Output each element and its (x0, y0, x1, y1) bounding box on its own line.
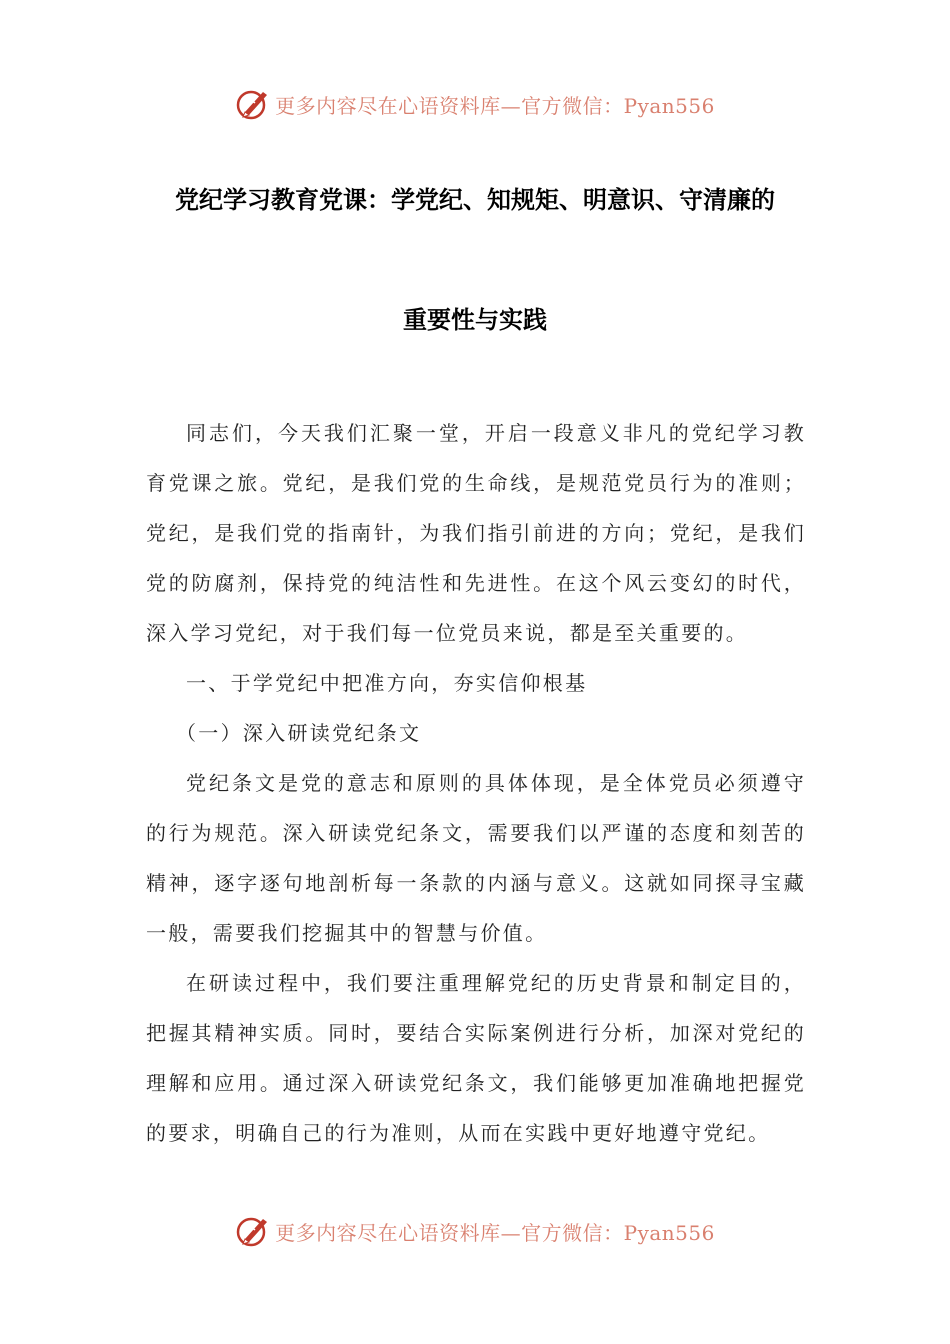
pen-logo-icon (235, 86, 271, 122)
body-paragraph: 党纪条文是党的意志和原则的具体体现，是全体党员必须遵守的行为规范。深入研读党纪条文，需要我们以严谨的态度和刻苦的精神，逐字逐句地剖析每一条款的内涵与意义。这就如同探寻宝藏一般，需要我们挖掘其中的智慧与价值。 (146, 771, 806, 945)
subsection-heading: （一）深入研读党纪条文 (176, 721, 422, 745)
watermark-text: 更多内容尽在心语资料库—官方微信：Pyan556 (275, 93, 715, 118)
watermark-footer (0, 1209, 950, 1253)
body-paragraph: 同志们，今天我们汇聚一堂，开启一段意义非凡的党纪学习教育党课之旅。党纪，是我们党的生命线，是规范党员行为的准则；党纪，是我们党的指南针，为我们指引前进的方向；党纪，是我们党的防腐剂，保持党的纯洁性和先进性。在这个风云变幻的时代，深入学习党纪，对于我们每一位党员来说，都是至关重要的。 (146, 421, 806, 645)
section-heading: 一、于学党纪中把准方向，夯实信仰根基 (186, 671, 588, 695)
watermark-header (0, 82, 950, 126)
document-title-line-2: 重要性与实践 (403, 306, 547, 334)
watermark-text: 更多内容尽在心语资料库—官方微信：Pyan556 (275, 1220, 715, 1245)
document-title-line-1: 党纪学习教育党课：学党纪、知规矩、明意识、守清廉的 (175, 186, 775, 214)
pen-logo-icon (235, 1213, 271, 1249)
body-paragraph: 在研读过程中，我们要注重理解党纪的历史背景和制定目的，把握其精神实质。同时，要结合实际案例进行分析，加深对党纪的理解和应用。通过深入研读党纪条文，我们能够更加准确地把握党的要求，明确自己的行为准则，从而在实践中更好地遵守党纪。 (146, 971, 806, 1145)
document-body (146, 408, 806, 1158)
